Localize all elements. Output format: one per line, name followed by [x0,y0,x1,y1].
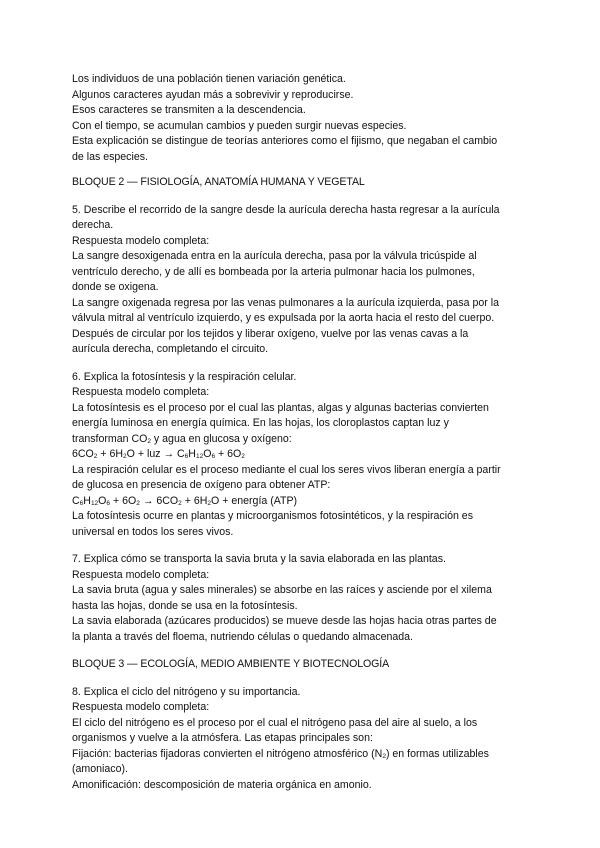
answer-line: (amoniaco). [72,763,128,775]
intro-line: Esta explicación se distingue de teorías anteriores como el fijismo, que negaban el cambio [72,135,498,147]
answer-line: La fotosíntesis ocurre en plantas y microorganismos fotosintéticos, y la respiración es [72,510,473,522]
answer-line: Después de circular por los tejidos y liberar oxígeno, vuelve por las venas cavas a la [72,327,469,340]
answer-line: Fijación: bacterias fijadoras convierten el nitrógeno atmosférico $(N_2)$ en formas utilizables [72,747,489,760]
question-text: 5. Describe el recorrido de la sangre desde la aurícula derecha hasta regresar a la aurícula [72,203,500,216]
intro-line: Algunos caracteres ayudan más a sobrevivir y reproducirse. [72,88,354,101]
photosynthesis-equation: $6CO_2 + 6H_2O$ + luz → $C_6H_{12}O_6 + 6O_2$ [72,448,245,460]
answer-label: Respuesta modelo completa: [72,234,210,247]
answer-line: hasta las hojas, donde se usa en la fotosíntesis. [72,599,298,612]
answer-line: universal en todos los seres vivos. [72,525,234,538]
answer-line: válvula mitral al ventrículo izquierdo, y es expulsada por la aorta hacia el resto del cuerpo. [72,312,495,324]
question-text: 7. Explica cómo se transporta la savia bruta y la savia elaborada en las plantas. [72,553,446,565]
answer-label: Respuesta modelo completa: [72,701,210,713]
question-7 [72,552,532,645]
answer-line: Amonificación: descomposición de materia orgánica en amonio. [72,778,372,791]
intro-section [72,72,532,165]
answer-line: La savia elaborada (azúcares producidos) se mueve desde las hojas hacia otras partes de [72,615,497,627]
answer-line: donde se oxigena. [72,281,159,293]
question-text: 6. Explica la fotosíntesis y la respiración celular. [72,370,297,383]
question-text: 8. Explica el ciclo del nitrógeno y su importancia. [72,685,301,698]
intro-line: Los individuos de una población tienen variación genética. [72,73,346,85]
document-page [72,72,532,793]
question-5 [72,203,532,358]
answer-line: de glucosa en presencia de oxígeno para obtener ATP: [72,479,331,491]
answer-line: energía luminosa en energía química. En las hojas, los cloroplastos captan luz y [72,417,449,429]
answer-line: aurícula derecha, completando el circuito. [72,343,269,355]
answer-line: La respiración celular es el proceso mediante el cual los seres vivos liberan energía a partir [72,463,501,476]
question-8 [72,685,532,794]
answer-label: Respuesta modelo completa: [72,568,210,581]
intro-line: Esos caracteres se transmiten a la descendencia. [72,104,306,116]
bloque-2-heading: BLOQUE 2 — FISIOLOGÍA, ANATOMÍA HUMANA Y VEGETAL [72,176,365,188]
answer-line: La savia bruta (agua y sales minerales) se absorbe en las raíces y asciende por el xilema [72,584,492,596]
bloque-3-heading: BLOQUE 3 — ECOLOGÍA, MEDIO AMBIENTE Y BIOTECNOLOGÍA [72,658,390,670]
intro-line: Con el tiempo, se acumulan cambios y pueden surgir nuevas especies. [72,119,407,132]
answer-line: La fotosíntesis es el proceso por el cual las plantas, algas y algunas bacterias convierten [72,401,489,414]
answer-line: La sangre oxigenada regresa por las venas pulmonares a la aurícula izquierda, pasa por la [72,296,499,309]
answer-line: La sangre desoxigenada entra en la aurícula derecha, pasa por la válvula tricúspide al [72,250,477,262]
answer-line: transforman $CO_2$ y agua en glucosa y oxígeno: [72,432,292,445]
question-text: derecha. [72,219,114,231]
intro-line: de las especies. [72,150,148,163]
answer-line: ventrículo derecho, y de allí es bombeada por la arteria pulmonar hacia los pulmones, [72,265,475,278]
respiration-equation: $C_6H_{12}O_6 + 6O_2 \to 6CO_2 + 6H_2O$ + energía (ATP) [72,494,298,507]
answer-line: organismos y vuelve a la atmósfera. Las etapas principales son: [72,732,373,744]
answer-line: El ciclo del nitrógeno es el proceso por el cual el nitrógeno pasa del aire al suelo, a los [72,716,478,729]
answer-label: Respuesta modelo completa: [72,386,210,398]
answer-line: la planta a través del floema, nutriendo células o quedando almacenada. [72,630,413,643]
question-6 [72,370,532,541]
